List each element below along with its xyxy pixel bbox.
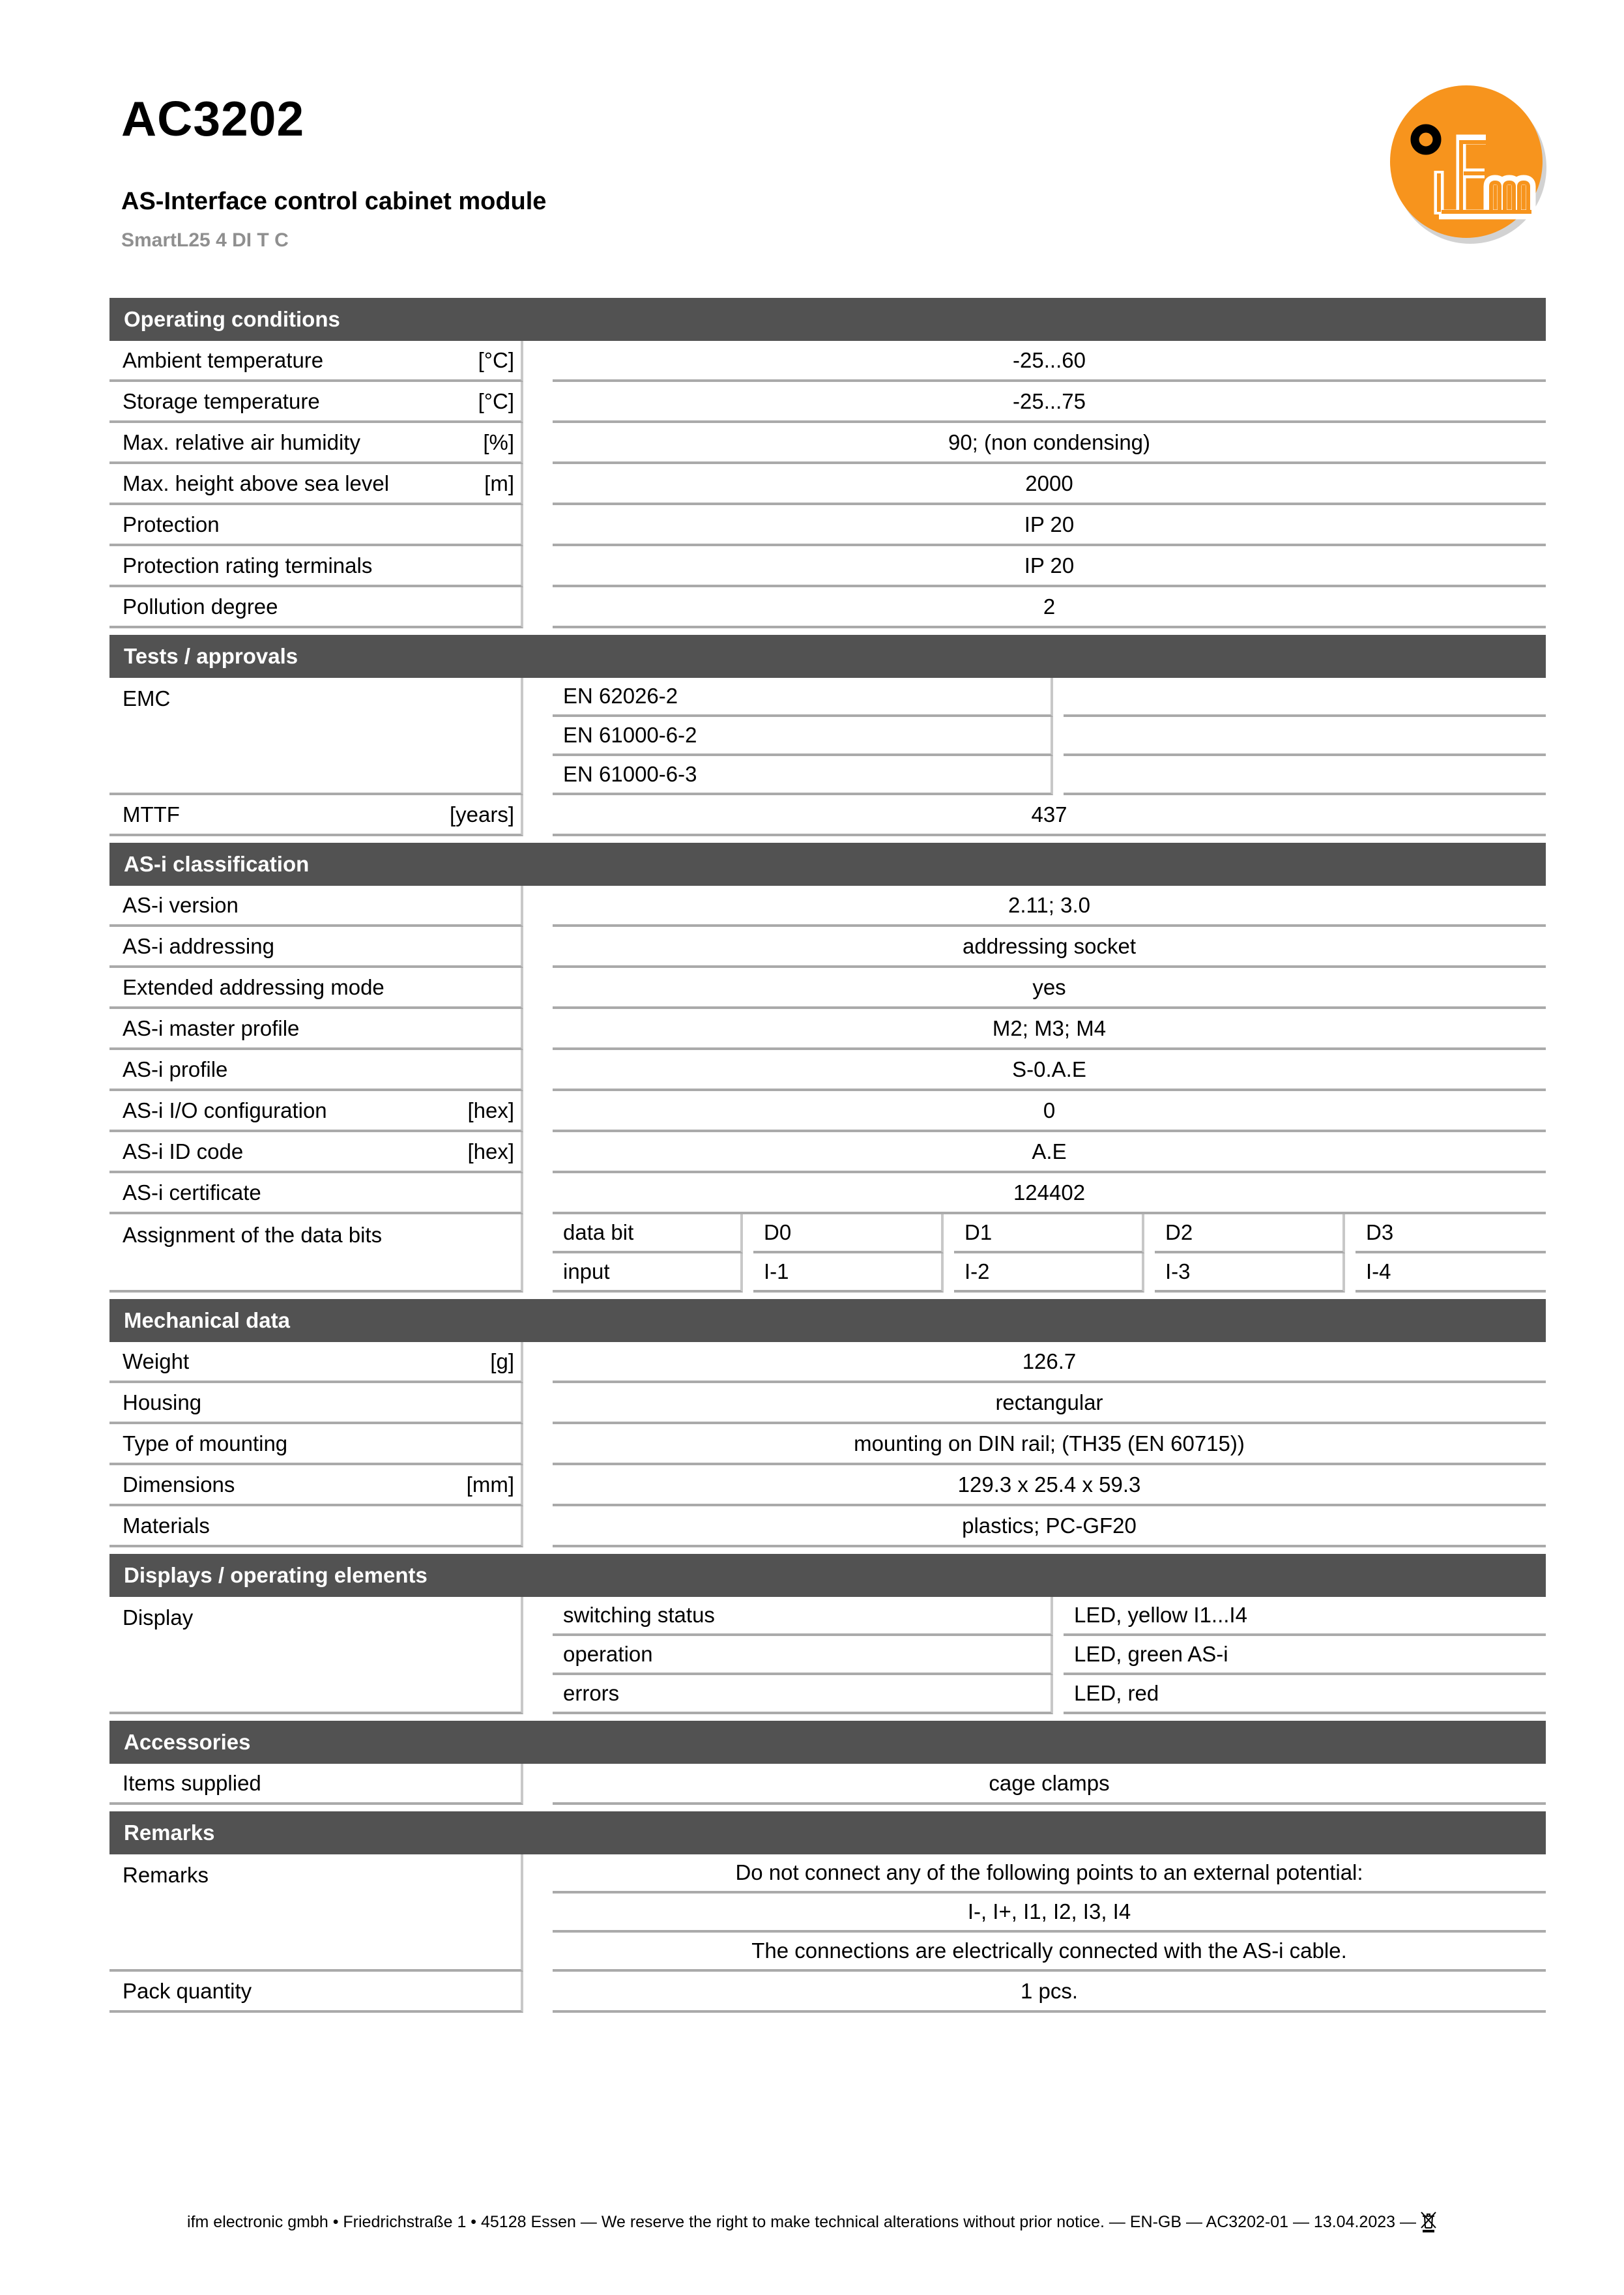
remarks-lines bbox=[553, 1854, 1546, 1972]
section-remarks bbox=[109, 1811, 1546, 2013]
table-row bbox=[553, 1675, 1546, 1714]
input-cell: I-1 bbox=[753, 1253, 944, 1293]
emc-entry: EN 61000-6-3 bbox=[553, 756, 1053, 795]
row-label-cell bbox=[109, 1465, 523, 1506]
row-label-cell bbox=[109, 1214, 523, 1293]
row-value: rectangular bbox=[553, 1383, 1546, 1424]
table-row bbox=[553, 678, 1546, 717]
table-row bbox=[109, 1506, 1546, 1547]
row-unit: [m] bbox=[484, 471, 514, 495]
row-label: EMC bbox=[123, 686, 171, 710]
table-row bbox=[109, 1009, 1546, 1050]
input-cell: I-3 bbox=[1155, 1253, 1345, 1293]
row-label-cell bbox=[109, 886, 523, 927]
row-label: Housing bbox=[123, 1390, 202, 1414]
display-function: errors bbox=[553, 1675, 1053, 1714]
row-label: Materials bbox=[123, 1513, 210, 1538]
row-label: AS-i master profile bbox=[123, 1016, 300, 1040]
data-bits-block bbox=[109, 1214, 1546, 1293]
row-value: 129.3 x 25.4 x 59.3 bbox=[553, 1465, 1546, 1506]
table-row bbox=[553, 717, 1546, 756]
table-row bbox=[109, 927, 1546, 968]
row-value: 90; (non condensing) bbox=[553, 423, 1546, 464]
data-bit-cell: D2 bbox=[1155, 1214, 1345, 1253]
row-unit: [hex] bbox=[467, 1098, 514, 1122]
data-bit-cell: D1 bbox=[954, 1214, 1144, 1253]
row-label-cell bbox=[109, 1132, 523, 1173]
row-label: Extended addressing mode bbox=[123, 974, 384, 999]
row-label: AS-i I/O configuration bbox=[123, 1098, 327, 1122]
row-label: AS-i profile bbox=[123, 1057, 228, 1081]
footer-text: ifm electronic gmbh • Friedrichstraße 1 • 45128 Essen — We reserve the right to make technical alterations without prior notice. — EN-GB — AC3202-01 — 13.04.2023 — bbox=[187, 2213, 1416, 2231]
row-unit: [°C] bbox=[478, 388, 514, 413]
row-label: Pollution degree bbox=[123, 594, 278, 619]
row-label-cell bbox=[109, 423, 523, 464]
row-value: yes bbox=[553, 968, 1546, 1009]
row-unit: [%] bbox=[483, 430, 514, 454]
table-row bbox=[553, 1214, 1546, 1253]
row-label: Items supplied bbox=[123, 1770, 261, 1795]
row-label: Protection bbox=[123, 512, 220, 536]
row-value: mounting on DIN rail; (TH35 (EN 60715)) bbox=[553, 1424, 1546, 1465]
row-label-cell bbox=[109, 1424, 523, 1465]
row-label-cell bbox=[109, 1506, 523, 1547]
variant-name: SmartL25 4 DI T C bbox=[121, 229, 289, 251]
table-row bbox=[553, 1253, 1546, 1293]
row-label-cell bbox=[109, 795, 523, 836]
row-label-cell bbox=[109, 1854, 523, 1972]
section-header-asi-classification: AS-i classification bbox=[109, 843, 1546, 886]
table-row bbox=[109, 505, 1546, 546]
row-label-cell bbox=[109, 341, 523, 382]
page-title: AC3202 bbox=[121, 91, 305, 146]
table-row bbox=[109, 382, 1546, 423]
row-value: addressing socket bbox=[553, 927, 1546, 968]
row-unit: [years] bbox=[449, 802, 514, 826]
row-label: Storage temperature bbox=[123, 388, 320, 413]
emc-entry: EN 62026-2 bbox=[553, 678, 1053, 717]
row-label: AS-i ID code bbox=[123, 1139, 244, 1163]
row-label-cell bbox=[109, 1764, 523, 1805]
display-led: LED, yellow I1...I4 bbox=[1064, 1597, 1546, 1636]
section-asi-classification bbox=[109, 843, 1546, 1293]
emc-entries bbox=[553, 678, 1546, 795]
table-row bbox=[109, 1972, 1546, 2013]
section-header-remarks: Remarks bbox=[109, 1811, 1546, 1854]
input-header: input bbox=[553, 1253, 743, 1293]
row-unit: [°C] bbox=[478, 347, 514, 372]
row-label: Type of mounting bbox=[123, 1431, 288, 1455]
emc-entry: EN 61000-6-2 bbox=[553, 717, 1053, 756]
row-label: MTTF bbox=[123, 802, 180, 826]
data-bits-table bbox=[553, 1214, 1546, 1293]
table-row bbox=[109, 1424, 1546, 1465]
row-value: IP 20 bbox=[553, 505, 1546, 546]
row-label-cell bbox=[109, 505, 523, 546]
data-bit-header: data bit bbox=[553, 1214, 743, 1253]
display-led: LED, red bbox=[1064, 1675, 1546, 1714]
table-row bbox=[109, 1173, 1546, 1214]
row-label: Dimensions bbox=[123, 1472, 235, 1497]
row-label-cell bbox=[109, 1972, 523, 2013]
row-value: plastics; PC-GF20 bbox=[553, 1506, 1546, 1547]
row-label-cell bbox=[109, 382, 523, 423]
row-label-cell bbox=[109, 1050, 523, 1091]
display-function: switching status bbox=[553, 1597, 1053, 1636]
row-label: Protection rating terminals bbox=[123, 553, 373, 577]
display-block bbox=[109, 1597, 1546, 1714]
display-function: operation bbox=[553, 1636, 1053, 1675]
section-header-mechanical-data: Mechanical data bbox=[109, 1299, 1546, 1342]
section-header-accessories: Accessories bbox=[109, 1721, 1546, 1764]
table-row bbox=[109, 546, 1546, 587]
table-row bbox=[109, 1764, 1546, 1805]
row-label-cell bbox=[109, 1383, 523, 1424]
table-row bbox=[109, 886, 1546, 927]
table-row bbox=[553, 1636, 1546, 1675]
display-rows bbox=[553, 1597, 1546, 1714]
table-row bbox=[109, 1091, 1546, 1132]
emc-block bbox=[109, 678, 1546, 795]
weee-icon bbox=[1420, 2211, 1437, 2233]
row-label: Remarks bbox=[123, 1863, 209, 1887]
row-value: 1 pcs. bbox=[553, 1972, 1546, 2013]
display-led: LED, green AS-i bbox=[1064, 1636, 1546, 1675]
row-label-cell bbox=[109, 968, 523, 1009]
table-row bbox=[553, 1597, 1546, 1636]
section-operating-conditions bbox=[109, 298, 1546, 628]
row-label-cell bbox=[109, 1091, 523, 1132]
row-value: M2; M3; M4 bbox=[553, 1009, 1546, 1050]
row-label-cell bbox=[109, 1597, 523, 1714]
row-label-cell bbox=[109, 927, 523, 968]
product-subtitle: AS-Interface control cabinet module bbox=[121, 188, 547, 215]
input-cell: I-2 bbox=[954, 1253, 1144, 1293]
input-cell: I-4 bbox=[1356, 1253, 1546, 1293]
table-row bbox=[109, 795, 1546, 836]
row-value: A.E bbox=[553, 1132, 1546, 1173]
table-row bbox=[553, 756, 1546, 795]
remarks-line: Do not connect any of the following points to an external potential: bbox=[553, 1854, 1546, 1893]
row-label-cell bbox=[109, 1173, 523, 1214]
table-row bbox=[109, 1383, 1546, 1424]
remarks-line: The connections are electrically connected with the AS-i cable. bbox=[553, 1933, 1546, 1972]
section-header-tests-approvals: Tests / approvals bbox=[109, 635, 1546, 678]
row-value: 2000 bbox=[553, 464, 1546, 505]
section-tests-approvals bbox=[109, 635, 1546, 836]
table-row bbox=[109, 968, 1546, 1009]
row-label-cell bbox=[109, 1009, 523, 1050]
row-value: 2.11; 3.0 bbox=[553, 886, 1546, 927]
row-value: IP 20 bbox=[553, 546, 1546, 587]
row-value: S-0.A.E bbox=[553, 1050, 1546, 1091]
data-bit-cell: D0 bbox=[753, 1214, 944, 1253]
row-value: -25...60 bbox=[553, 341, 1546, 382]
row-unit: [g] bbox=[490, 1349, 514, 1373]
row-value: cage clamps bbox=[553, 1764, 1546, 1805]
row-label-cell bbox=[109, 546, 523, 587]
row-label-cell bbox=[109, 1342, 523, 1383]
section-header-operating-conditions: Operating conditions bbox=[109, 298, 1546, 341]
row-label: Weight bbox=[123, 1349, 190, 1373]
section-header-displays: Displays / operating elements bbox=[109, 1554, 1546, 1597]
row-value: -25...75 bbox=[553, 382, 1546, 423]
table-row bbox=[109, 1050, 1546, 1091]
row-label-cell bbox=[109, 464, 523, 505]
emc-entry-blank bbox=[1064, 756, 1546, 795]
row-value: 0 bbox=[553, 1091, 1546, 1132]
row-value: 2 bbox=[553, 587, 1546, 628]
table-row bbox=[109, 1465, 1546, 1506]
emc-entry-blank bbox=[1064, 678, 1546, 717]
row-unit: [hex] bbox=[467, 1139, 514, 1163]
row-value: 126.7 bbox=[553, 1342, 1546, 1383]
row-label: Display bbox=[123, 1605, 194, 1630]
row-value: 124402 bbox=[553, 1173, 1546, 1214]
row-label: Ambient temperature bbox=[123, 347, 324, 372]
table-row bbox=[109, 341, 1546, 382]
row-label: Assignment of the data bits bbox=[123, 1223, 383, 1247]
section-accessories bbox=[109, 1721, 1546, 1805]
row-label: Max. relative air humidity bbox=[123, 430, 360, 454]
row-label-cell bbox=[109, 587, 523, 628]
remarks-line: I-, I+, I1, I2, I3, I4 bbox=[553, 1893, 1546, 1933]
row-label: AS-i version bbox=[123, 892, 239, 917]
remarks-block bbox=[109, 1854, 1546, 1972]
row-value: 437 bbox=[553, 795, 1546, 836]
section-displays bbox=[109, 1554, 1546, 1714]
table-row bbox=[109, 464, 1546, 505]
data-bit-cell: D3 bbox=[1356, 1214, 1546, 1253]
row-label: Pack quantity bbox=[123, 1978, 252, 2003]
table-row bbox=[109, 587, 1546, 628]
page-footer bbox=[0, 2211, 1624, 2233]
table-row bbox=[109, 1342, 1546, 1383]
emc-entry-blank bbox=[1064, 717, 1546, 756]
row-label: AS-i certificate bbox=[123, 1180, 261, 1205]
row-label: AS-i addressing bbox=[123, 933, 274, 958]
row-unit: [mm] bbox=[466, 1472, 514, 1497]
table-row bbox=[109, 423, 1546, 464]
row-label-cell bbox=[109, 678, 523, 795]
section-mechanical-data bbox=[109, 1299, 1546, 1547]
row-label: Max. height above sea level bbox=[123, 471, 390, 495]
table-row bbox=[109, 1132, 1546, 1173]
